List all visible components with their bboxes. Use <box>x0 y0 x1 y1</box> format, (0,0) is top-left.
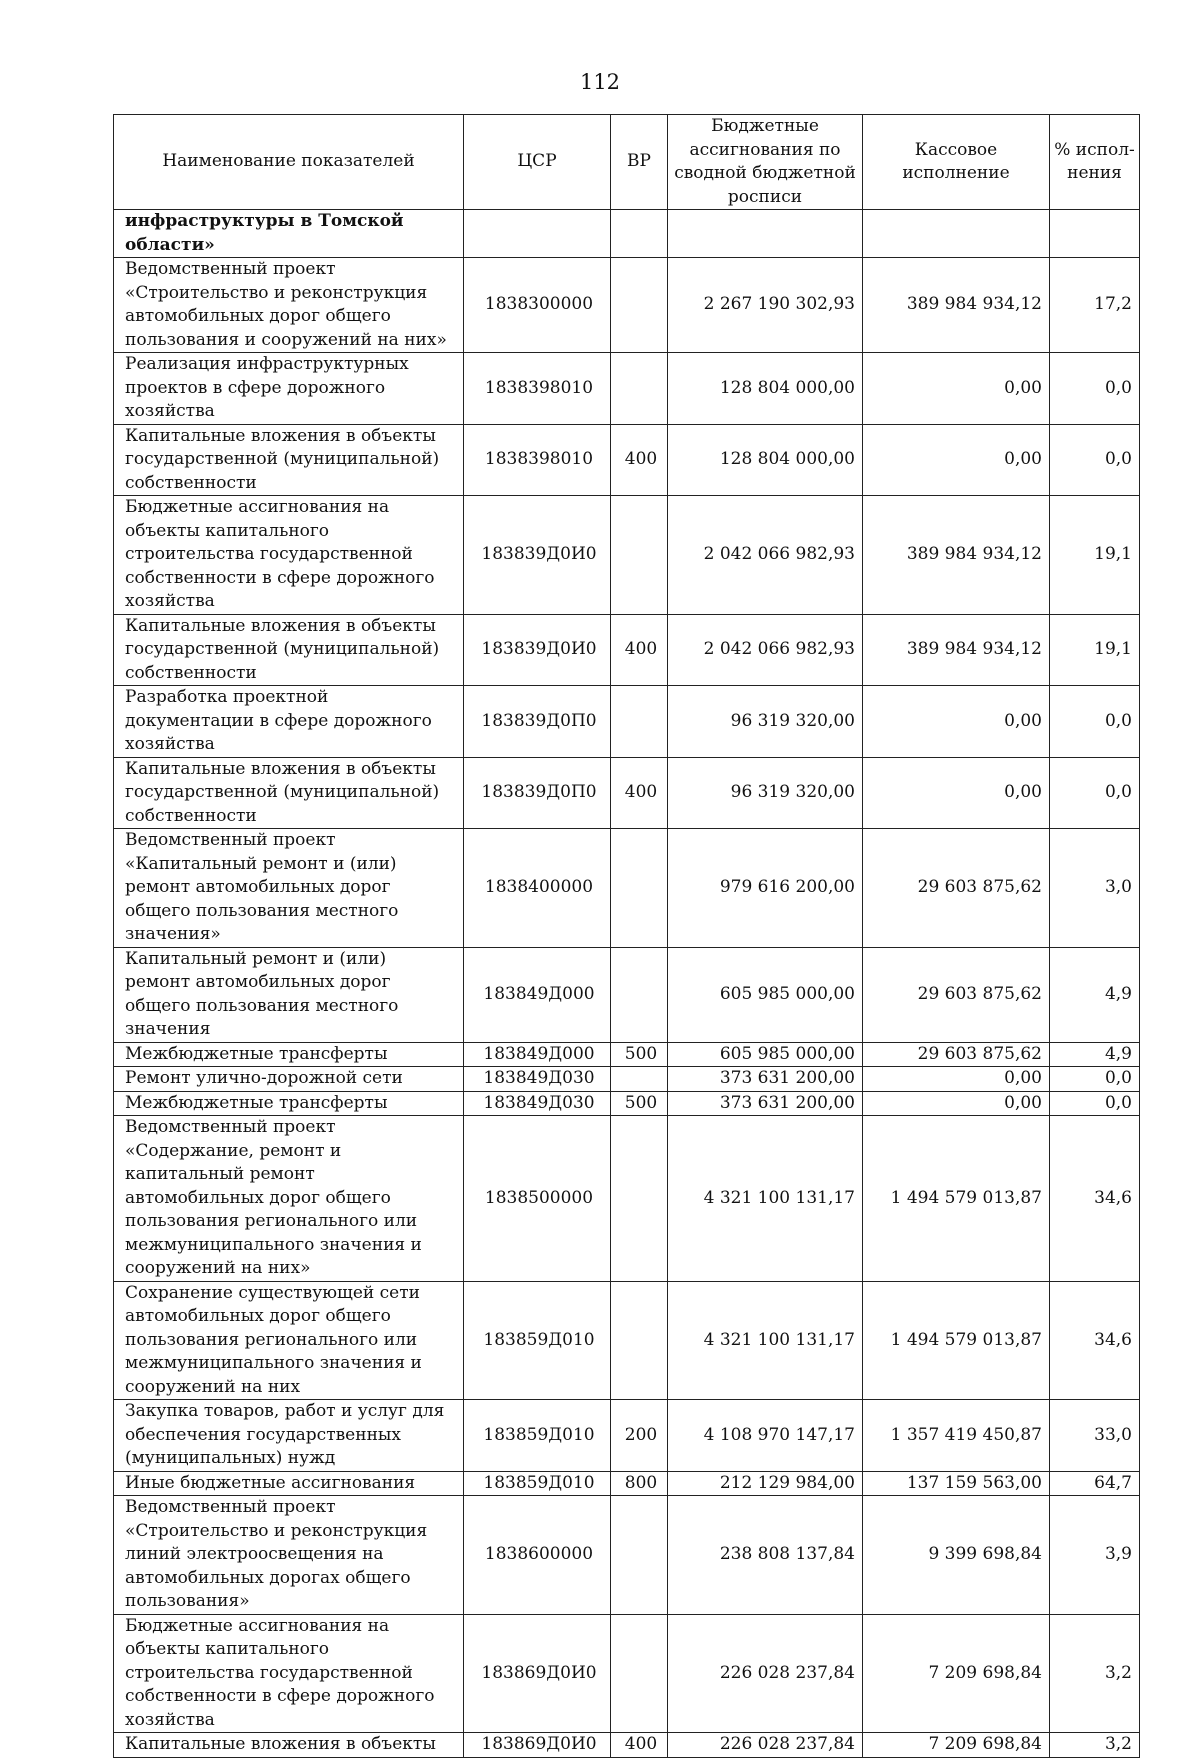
table-row <box>114 1091 1140 1116</box>
cell-cash: 9 399 698,84 <box>863 1496 1050 1615</box>
cell-cash: 0,00 <box>863 686 1050 758</box>
cell-percent: 3,0 <box>1050 829 1140 948</box>
header-cash: Кассовое исполнение <box>863 115 1050 210</box>
table-row <box>114 353 1140 425</box>
cell-name: Капитальный ремонт и (или) ремонт автомобильных дорог общего пользования местного значения <box>114 947 464 1042</box>
cell-budget: 96 319 320,00 <box>668 686 863 758</box>
cell-name: Межбюджетные трансферты <box>114 1091 464 1116</box>
cell-percent: 0,0 <box>1050 757 1140 829</box>
cell-name: Капитальные вложения в объекты государственной (муниципальной) собственности <box>114 614 464 686</box>
table-row <box>114 1496 1140 1615</box>
cell-vr <box>611 686 668 758</box>
table-header-row <box>114 115 1140 210</box>
table-row <box>114 1471 1140 1496</box>
cell-csr: 183859Д010 <box>464 1471 611 1496</box>
table-row <box>114 829 1140 948</box>
cell-budget: 4 321 100 131,17 <box>668 1281 863 1400</box>
cell-vr <box>611 496 668 615</box>
cell-percent: 64,7 <box>1050 1471 1140 1496</box>
cell-csr: 1838500000 <box>464 1116 611 1282</box>
cell-vr <box>611 1281 668 1400</box>
cell-budget: 96 319 320,00 <box>668 757 863 829</box>
table-row <box>114 947 1140 1042</box>
cell-csr <box>464 210 611 258</box>
table-row <box>114 1116 1140 1282</box>
cell-budget: 373 631 200,00 <box>668 1067 863 1092</box>
cell-budget: 605 985 000,00 <box>668 1042 863 1067</box>
cell-budget: 212 129 984,00 <box>668 1471 863 1496</box>
cell-name: Капитальные вложения в объекты <box>114 1733 464 1758</box>
table-row <box>114 1067 1140 1092</box>
cell-cash: 0,00 <box>863 353 1050 425</box>
cell-name: Ведомственный проект «Капитальный ремонт и (или) ремонт автомобильных дорог общего пользования местного значения» <box>114 829 464 948</box>
cell-vr <box>611 829 668 948</box>
cell-cash: 1 494 579 013,87 <box>863 1116 1050 1282</box>
table-row <box>114 210 1140 258</box>
cell-csr: 1838398010 <box>464 424 611 496</box>
cell-vr <box>611 1067 668 1092</box>
cell-percent: 3,2 <box>1050 1733 1140 1758</box>
cell-name: Разработка проектной документации в сфере дорожного хозяйства <box>114 686 464 758</box>
cell-name: Капитальные вложения в объекты государственной (муниципальной) собственности <box>114 757 464 829</box>
cell-budget: 2 042 066 982,93 <box>668 614 863 686</box>
cell-vr <box>611 1116 668 1282</box>
cell-csr: 1838300000 <box>464 258 611 353</box>
cell-csr: 183869Д0И0 <box>464 1733 611 1758</box>
cell-csr: 183859Д010 <box>464 1400 611 1472</box>
cell-name: инфраструктуры в Томской области» <box>114 210 464 258</box>
cell-vr <box>611 210 668 258</box>
table-row <box>114 1614 1140 1733</box>
budget-execution-table <box>113 114 1140 1758</box>
cell-percent: 4,9 <box>1050 1042 1140 1067</box>
cell-vr: 400 <box>611 424 668 496</box>
table-row <box>114 1400 1140 1472</box>
cell-cash: 0,00 <box>863 1067 1050 1092</box>
cell-percent: 34,6 <box>1050 1116 1140 1282</box>
cell-csr: 183849Д030 <box>464 1067 611 1092</box>
cell-budget: 128 804 000,00 <box>668 424 863 496</box>
cell-percent: 19,1 <box>1050 614 1140 686</box>
cell-budget <box>668 210 863 258</box>
cell-cash: 7 209 698,84 <box>863 1733 1050 1758</box>
cell-cash: 0,00 <box>863 757 1050 829</box>
cell-vr <box>611 1496 668 1615</box>
cell-name: Ведомственный проект «Строительство и реконструкция автомобильных дорог общего пользования и сооружений на них» <box>114 258 464 353</box>
cell-budget: 226 028 237,84 <box>668 1614 863 1733</box>
cell-cash: 0,00 <box>863 424 1050 496</box>
cell-budget: 4 108 970 147,17 <box>668 1400 863 1472</box>
cell-percent <box>1050 210 1140 258</box>
cell-csr: 183849Д000 <box>464 947 611 1042</box>
cell-budget: 128 804 000,00 <box>668 353 863 425</box>
cell-cash: 29 603 875,62 <box>863 1042 1050 1067</box>
cell-csr: 183839Д0П0 <box>464 757 611 829</box>
table-row <box>114 1281 1140 1400</box>
cell-name: Ведомственный проект «Содержание, ремонт и капитальный ремонт автомобильных дорог общего пользования регионального или межмуниципального значения и сооружений на них» <box>114 1116 464 1282</box>
cell-cash: 389 984 934,12 <box>863 496 1050 615</box>
cell-vr: 400 <box>611 1733 668 1758</box>
cell-csr: 183839Д0П0 <box>464 686 611 758</box>
page-number: 112 <box>579 70 621 94</box>
cell-vr: 400 <box>611 757 668 829</box>
cell-budget: 2 042 066 982,93 <box>668 496 863 615</box>
cell-csr: 1838600000 <box>464 1496 611 1615</box>
cell-name: Бюджетные ассигнования на объекты капитального строительства государственной собственности в сфере дорожного хозяйства <box>114 496 464 615</box>
cell-csr: 183849Д030 <box>464 1091 611 1116</box>
cell-csr: 183859Д010 <box>464 1281 611 1400</box>
cell-csr: 1838400000 <box>464 829 611 948</box>
cell-budget: 226 028 237,84 <box>668 1733 863 1758</box>
table-row <box>114 1733 1140 1758</box>
cell-budget: 2 267 190 302,93 <box>668 258 863 353</box>
header-name: Наименование показателей <box>114 115 464 210</box>
cell-budget: 605 985 000,00 <box>668 947 863 1042</box>
cell-cash: 389 984 934,12 <box>863 258 1050 353</box>
cell-percent: 3,9 <box>1050 1496 1140 1615</box>
cell-percent: 4,9 <box>1050 947 1140 1042</box>
cell-percent: 17,2 <box>1050 258 1140 353</box>
cell-percent: 0,0 <box>1050 686 1140 758</box>
cell-name: Ремонт улично-дорожной сети <box>114 1067 464 1092</box>
table-row <box>114 1042 1140 1067</box>
cell-name: Закупка товаров, работ и услуг для обеспечения государственных (муниципальных) нужд <box>114 1400 464 1472</box>
header-vr: ВР <box>611 115 668 210</box>
cell-vr: 500 <box>611 1091 668 1116</box>
cell-cash: 0,00 <box>863 1091 1050 1116</box>
cell-vr <box>611 1614 668 1733</box>
cell-budget: 979 616 200,00 <box>668 829 863 948</box>
cell-percent: 3,2 <box>1050 1614 1140 1733</box>
cell-percent: 0,0 <box>1050 1091 1140 1116</box>
cell-cash: 137 159 563,00 <box>863 1471 1050 1496</box>
table-row <box>114 496 1140 615</box>
cell-percent: 34,6 <box>1050 1281 1140 1400</box>
cell-budget: 4 321 100 131,17 <box>668 1116 863 1282</box>
table-row <box>114 258 1140 353</box>
table-row <box>114 686 1140 758</box>
table-row <box>114 424 1140 496</box>
cell-csr: 183839Д0И0 <box>464 496 611 615</box>
cell-name: Иные бюджетные ассигнования <box>114 1471 464 1496</box>
cell-name: Межбюджетные трансферты <box>114 1042 464 1067</box>
cell-vr <box>611 258 668 353</box>
cell-name: Ведомственный проект «Строительство и реконструкция линий электроосвещения на автомобильных дорогах общего пользования» <box>114 1496 464 1615</box>
cell-vr: 400 <box>611 614 668 686</box>
header-budget: Бюджетные ассигнования по сводной бюджетной росписи <box>668 115 863 210</box>
cell-percent: 0,0 <box>1050 424 1140 496</box>
cell-name: Сохранение существующей сети автомобильных дорог общего пользования регионального или межмуниципального значения и сооружений на них <box>114 1281 464 1400</box>
cell-name: Капитальные вложения в объекты государственной (муниципальной) собственности <box>114 424 464 496</box>
header-csr: ЦСР <box>464 115 611 210</box>
cell-name: Бюджетные ассигнования на объекты капитального строительства государственной собственности в сфере дорожного хозяйства <box>114 1614 464 1733</box>
cell-cash: 1 494 579 013,87 <box>863 1281 1050 1400</box>
cell-csr: 183849Д000 <box>464 1042 611 1067</box>
table-body <box>114 210 1140 1758</box>
cell-percent: 33,0 <box>1050 1400 1140 1472</box>
cell-vr: 800 <box>611 1471 668 1496</box>
cell-vr <box>611 947 668 1042</box>
cell-percent: 0,0 <box>1050 353 1140 425</box>
table-row <box>114 757 1140 829</box>
cell-cash <box>863 210 1050 258</box>
cell-cash: 7 209 698,84 <box>863 1614 1050 1733</box>
cell-cash: 29 603 875,62 <box>863 829 1050 948</box>
cell-vr: 500 <box>611 1042 668 1067</box>
cell-budget: 373 631 200,00 <box>668 1091 863 1116</box>
cell-vr: 200 <box>611 1400 668 1472</box>
cell-percent: 0,0 <box>1050 1067 1140 1092</box>
cell-csr: 183839Д0И0 <box>464 614 611 686</box>
cell-percent: 19,1 <box>1050 496 1140 615</box>
cell-vr <box>611 353 668 425</box>
header-percent: % испол-нения <box>1050 115 1140 210</box>
cell-name: Реализация инфраструктурных проектов в сфере дорожного хозяйства <box>114 353 464 425</box>
cell-cash: 389 984 934,12 <box>863 614 1050 686</box>
cell-csr: 1838398010 <box>464 353 611 425</box>
cell-csr: 183869Д0И0 <box>464 1614 611 1733</box>
cell-cash: 1 357 419 450,87 <box>863 1400 1050 1472</box>
table-row <box>114 614 1140 686</box>
cell-budget: 238 808 137,84 <box>668 1496 863 1615</box>
cell-cash: 29 603 875,62 <box>863 947 1050 1042</box>
